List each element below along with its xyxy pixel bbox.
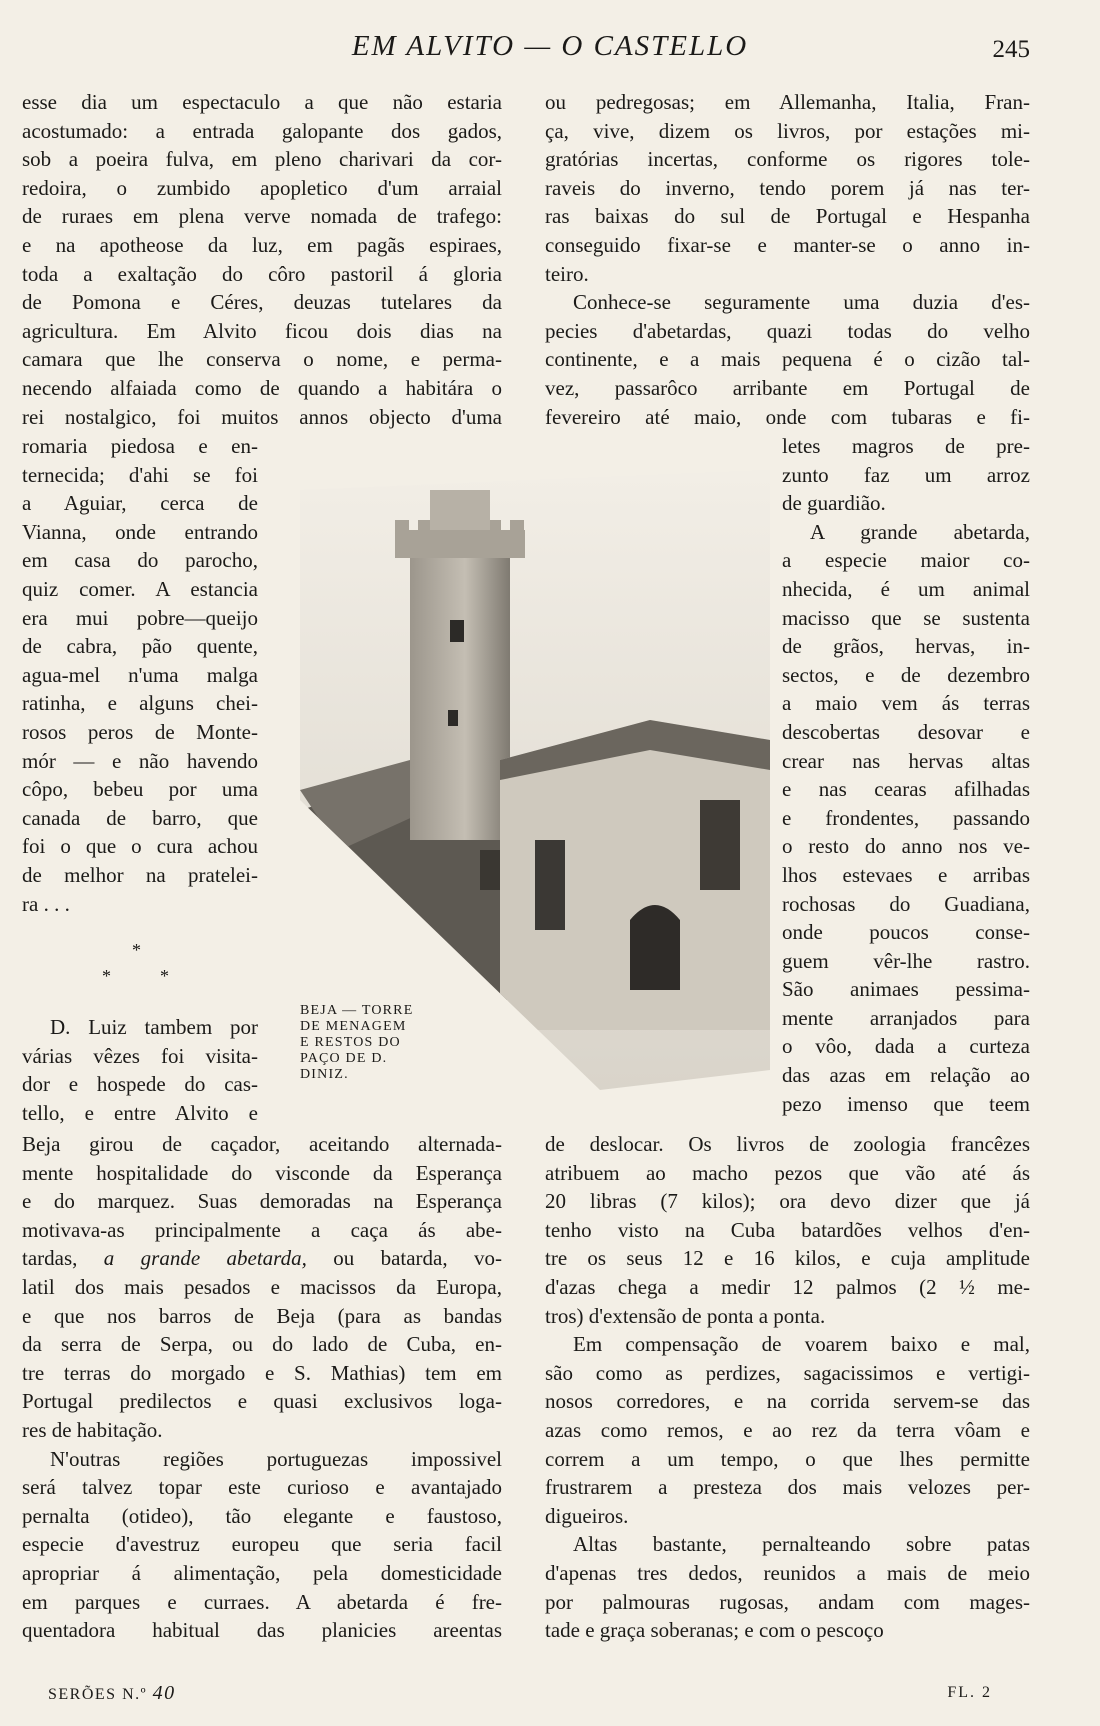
text-line: tade e graça soberanas; e com o pescoço — [545, 1618, 884, 1643]
text-line: conseguido fixar-se e manter-se o anno in- — [545, 232, 1030, 257]
caption-line: DINIZ. — [300, 1067, 349, 1082]
text-line: e nas cearas afilhadas — [782, 777, 1030, 802]
text-line: vez, passarôco arribante em Portugal de — [545, 375, 1030, 400]
text-line: ra . . . — [22, 891, 70, 916]
footer-issue-number: 40 — [152, 1682, 176, 1704]
text-line: camara que lhe conserva o nome, e perma- — [22, 347, 502, 372]
text-line: esse dia um espectaculo a que não estaria — [22, 90, 502, 114]
text-line: em parques e curraes. A abetarda é fre- — [22, 1589, 502, 1614]
text-line: apropriar á alimentação, pela domesticidade — [22, 1560, 502, 1585]
caption-line: DE MENAGEM — [300, 1019, 407, 1034]
text-line: pezo imenso que teem — [782, 1091, 1030, 1116]
text-line: pecies d'abetardas, quazi todas do velho — [545, 318, 1030, 343]
text-line: gratórias incertas, conforme os rigores tole- — [545, 147, 1030, 172]
text-line: romaria piedosa e en- — [22, 434, 258, 458]
caption-line: PAÇO DE D. — [300, 1051, 388, 1066]
footer-issue-label: SERÕES N.º — [48, 1686, 148, 1703]
text-line: foi o que o cura achou — [22, 834, 258, 859]
text-line: lhos estevaes e arribas — [782, 862, 1030, 887]
text-line: de grãos, hervas, in- — [782, 634, 1030, 659]
text-line: Beja girou de caçador, aceitando alternada- — [22, 1132, 502, 1156]
text-line: letes magros de pre- — [782, 434, 1030, 458]
text-line: de deslocar. Os livros de zoologia francêzes — [545, 1132, 1030, 1156]
text-line: ratinha, e alguns chei- — [22, 691, 258, 716]
text-line: Conhece-se seguramente uma duzia d'es- — [573, 290, 1030, 315]
text-line: motivava-as principalmente a caça ás abe- — [22, 1217, 502, 1242]
text-line: mente arranjados para — [782, 1005, 1030, 1030]
right-column-narrow — [782, 432, 1030, 1118]
text-line: Altas bastante, pernalteando sobre patas — [573, 1532, 1030, 1557]
text-line: toda a exaltação do côro pastoril á gloria — [22, 261, 502, 286]
right-column-top — [545, 88, 1030, 431]
text-line: era mui pobre—queijo — [22, 605, 258, 630]
text-line: a maio vem ás terras — [782, 691, 1030, 716]
text-line: N'outras regiões portuguezas impossivel — [50, 1446, 502, 1471]
text-line: das azas em relação ao — [782, 1063, 1030, 1088]
text-line: por palmouras rugosas, andam com mages- — [545, 1589, 1030, 1614]
star: * — [102, 966, 111, 986]
text-line: quentadora habitual das planicies areentas — [22, 1618, 502, 1643]
text-span: ou batarda, vo- — [306, 1246, 502, 1271]
text-line: D. Luiz tambem por — [50, 1015, 258, 1039]
text-line: ou pedregosas; em Allemanha, Italia, Fran- — [545, 90, 1030, 114]
text-line: frustrarem a presteza dos mais velozes per- — [545, 1475, 1030, 1500]
text-line: tenho visto na Cuba batardões velhos d'en- — [545, 1217, 1030, 1242]
text-line: pernalta (otideo), tão elegante e faustoso, — [22, 1503, 502, 1528]
text-line: quiz comer. A estancia — [22, 576, 258, 601]
text-line: e na apotheose da luz, em pagãs espiraes, — [22, 232, 502, 257]
text-line: Vianna, onde entrando — [22, 519, 258, 544]
text-line: rei nostalgico, foi muitos annos objecto d'uma — [22, 404, 502, 429]
text-line: rochosas do Guadiana, — [782, 891, 1030, 916]
text-line: 20 libras (7 kilos); ora devo dizer que já — [545, 1189, 1030, 1214]
text-line: o vôo, dada a curteza — [782, 1034, 1030, 1059]
text-line: continente, e a mais pequena é o cizão tal- — [545, 347, 1030, 372]
text-line: sectos, e de dezembro — [782, 662, 1030, 687]
figure-caption — [300, 1003, 440, 1083]
text-line: A grande abetarda, — [810, 519, 1030, 544]
star: * — [160, 966, 169, 986]
text-line: mente hospitalidade do visconde da Esperança — [22, 1160, 502, 1185]
page-header — [0, 30, 1100, 70]
caption-line: E RESTOS DO — [300, 1035, 401, 1050]
text-line: e que nos barros de Beja (para as bandas — [22, 1303, 502, 1328]
text-line: crear nas hervas altas — [782, 748, 1030, 773]
text-line: guem vêr-lhe rastro. — [782, 948, 1030, 973]
text-line: zunto faz um arroz — [782, 462, 1030, 487]
text-line: sob a poeira fulva, em pleno charivari da cor- — [22, 147, 502, 172]
right-column-bottom — [545, 1130, 1030, 1645]
text-line: digueiros. — [545, 1503, 629, 1528]
text-line: azas como remos, e ao rez da terra vôam e — [545, 1417, 1030, 1442]
text-line: latil dos mais pesados e macissos da Europa, — [22, 1274, 502, 1299]
text-line — [22, 1244, 502, 1273]
text-line: a especie maior co- — [782, 548, 1030, 573]
text-line: tre terras do morgado e S. Mathias) tem em — [22, 1360, 502, 1385]
text-line: Em compensação de voarem baixo e mal, — [573, 1332, 1030, 1357]
text-line: correm a um tempo, o que lhes permitte — [545, 1446, 1030, 1471]
text-line: e do marquez. Suas demoradas na Esperança — [22, 1189, 502, 1214]
text-line: tre os seus 12 e 16 kilos, e cuja amplitude — [545, 1246, 1030, 1271]
footer-issue — [48, 1682, 176, 1705]
text-line: nosos corredores, e na corrida servem-se das — [545, 1389, 1030, 1414]
text-line: redoira, o zumbido apopletico d'um arraial — [22, 175, 502, 200]
text-line: a Aguiar, cerca de — [22, 491, 258, 516]
text-line: de Pomona e Céres, deuzas tutelares da — [22, 290, 502, 315]
text-line: várias vêzes foi visita- — [22, 1043, 258, 1068]
text-line: agua-mel n'uma malga — [22, 662, 258, 687]
text-line: de guardião. — [782, 491, 886, 516]
text-line: res de habitação. — [22, 1417, 163, 1442]
text-line: São animaes pessima- — [782, 977, 1030, 1002]
text-line: de ruraes em plena verve nomada de trafego: — [22, 204, 502, 229]
text-line: atribuem ao macho pezos que vão até ás — [545, 1160, 1030, 1185]
text-line: macisso que se sustenta — [782, 605, 1030, 630]
text-line: de melhor na pratelei- — [22, 862, 258, 887]
text-line: Portugal predilectos e quasi exclusivos loga- — [22, 1389, 502, 1414]
italic-phrase: a grande abetarda, — [103, 1246, 307, 1271]
text-line: dor e hospede do cas- — [22, 1072, 258, 1097]
text-line: teiro. — [545, 261, 589, 286]
text-line: ça, vive, dizem os livros, por estações mi- — [545, 118, 1030, 143]
text-line: côpo, bebeu por uma — [22, 777, 258, 802]
text-line: tello, e entre Alvito e — [22, 1100, 258, 1125]
text-line: nhecida, é um animal — [782, 576, 1030, 601]
text-line: raveis do inverno, tendo porem já nas ter- — [545, 175, 1030, 200]
text-line: d'azas chega a medir 12 palmos (2 ½ me- — [545, 1274, 1030, 1299]
tower-photograph — [300, 470, 770, 1090]
text-line: agricultura. Em Alvito ficou dois dias na — [22, 318, 502, 343]
text-line: de cabra, pão quente, — [22, 634, 258, 659]
left-column-top — [22, 88, 502, 431]
section-break-stars — [92, 940, 182, 990]
text-line: onde poucos conse- — [782, 920, 1030, 945]
text-line: e frondentes, passando — [782, 805, 1030, 830]
text-line: em casa do parocho, — [22, 548, 258, 573]
page-number: 245 — [992, 36, 1030, 63]
text-line: ternecida; d'ahi se foi — [22, 462, 258, 487]
text-line: será talvez topar este curioso e avantajado — [22, 1475, 502, 1500]
text-line: rosos peros de Monte- — [22, 719, 258, 744]
text-line: o resto do anno nos ve- — [782, 834, 1030, 859]
text-line: são como as perdizes, sagacissimos e vertigi- — [545, 1360, 1030, 1385]
text-line: canada de barro, que — [22, 805, 258, 830]
text-line: ras baixas do sul de Portugal e Hespanha — [545, 204, 1030, 229]
text-line: d'apenas tres dedos, reunidos a mais de meio — [545, 1560, 1030, 1585]
text-line: acostumado: a entrada galopante dos gados, — [22, 118, 502, 143]
text-line: necendo alfaiada como de quando a habitára o — [22, 375, 502, 400]
left-mid-paragraph — [22, 1013, 258, 1127]
text-line: mór — e não havendo — [22, 748, 258, 773]
text-span: tardas, — [22, 1246, 104, 1271]
caption-line: BEJA — TORRE — [300, 1003, 414, 1018]
running-title: EM ALVITO — O CASTELLO — [351, 30, 749, 62]
text-line: tros) d'extensão de ponta a ponta. — [545, 1303, 826, 1328]
left-column-narrow — [22, 432, 258, 918]
text-line: fevereiro até maio, onde com tubaras e fi- — [545, 404, 1030, 429]
left-column-bottom — [22, 1130, 502, 1645]
text-line: da serra de Serpa, ou do lado de Cuba, en- — [22, 1332, 502, 1357]
footer-signature: FL. 2 — [947, 1684, 992, 1701]
text-line: especie d'avestruz europeu que seria facil — [22, 1532, 502, 1557]
star: * — [132, 940, 141, 960]
text-line: descobertas desovar e — [782, 719, 1030, 744]
